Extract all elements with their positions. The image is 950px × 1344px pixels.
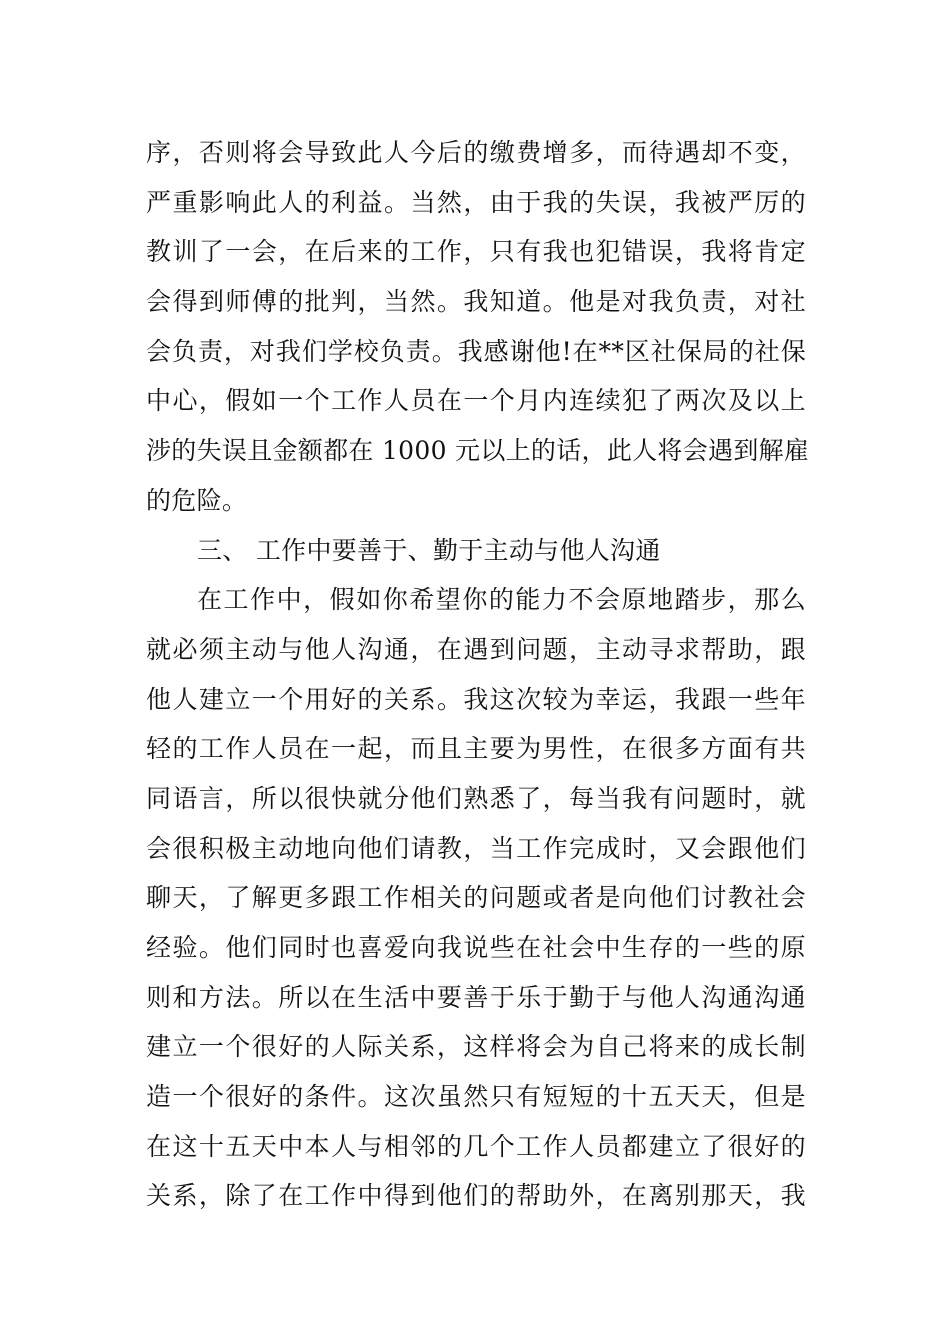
text-line: 严重影响此人的利益。当然，由于我的失误，我被严厉的 bbox=[146, 187, 806, 217]
text-line: 建立一个很好的人际关系，这样将会为自己将来的成长制 bbox=[146, 1032, 806, 1062]
text-line: 在工作中，假如你希望你的能力不会原地踏步，那么 bbox=[197, 585, 806, 615]
text-line: 在这十五天中本人与相邻的几个工作人员都建立了很好的 bbox=[146, 1131, 806, 1161]
document-body bbox=[146, 128, 810, 1221]
text-line: 经验。他们同时也喜爱向我说些在社会中生存的一些的原 bbox=[146, 933, 806, 962]
text-line: 聊天，了解更多跟工作相关的问题或者是向他们讨教社会 bbox=[146, 883, 806, 913]
text-line: 则和方法。所以在生活中要善于乐于勤于与他人沟通沟通 bbox=[146, 982, 806, 1012]
text-line: 他人建立一个用好的关系。我这次较为幸运，我跟一些年 bbox=[146, 684, 806, 714]
paragraph-social-security-error bbox=[146, 128, 810, 526]
paragraph-communication bbox=[146, 575, 806, 1221]
text-line: 教训了一会，在后来的工作，只有我也犯错误，我将肯定 bbox=[146, 237, 806, 267]
text-line: 关系，除了在工作中得到他们的帮助外，在离别那天，我 bbox=[146, 1181, 806, 1211]
text-line: 就必须主动与他人沟通，在遇到问题，主动寻求帮助，跟 bbox=[146, 634, 806, 664]
text-line: 会很积极主动地向他们请教，当工作完成时，又会跟他们 bbox=[146, 833, 806, 863]
text-line: 同语言，所以很快就分他们熟悉了，每当我有问题时，就 bbox=[146, 783, 806, 813]
text-line: 会得到师傅的批判，当然。我知道。他是对我负责，对社 bbox=[146, 287, 806, 317]
text-line: 会负责，对我们学校负责。我感谢他!在**区社保局的社保 bbox=[146, 336, 806, 366]
text-line: 轻的工作人员在一起，而且主要为男性，在很多方面有共 bbox=[146, 734, 806, 764]
section-heading bbox=[146, 526, 806, 576]
text-line: 中心，假如一个工作人员在一个月内连续犯了两次及以上 bbox=[146, 386, 806, 416]
text-line: 涉的失误且金额都在 1000 元以上的话，此人将会遇到解雇 bbox=[146, 436, 810, 466]
heading-line: 三、 工作中要善于、勤于主动与他人沟通 bbox=[197, 535, 661, 565]
text-line: 造一个很好的条件。这次虽然只有短短的十五天天，但是 bbox=[146, 1082, 806, 1112]
text-line: 的危险。 bbox=[146, 485, 248, 515]
text-line: 序，否则将会导致此人今后的缴费增多，而待遇却不变， bbox=[146, 138, 806, 167]
